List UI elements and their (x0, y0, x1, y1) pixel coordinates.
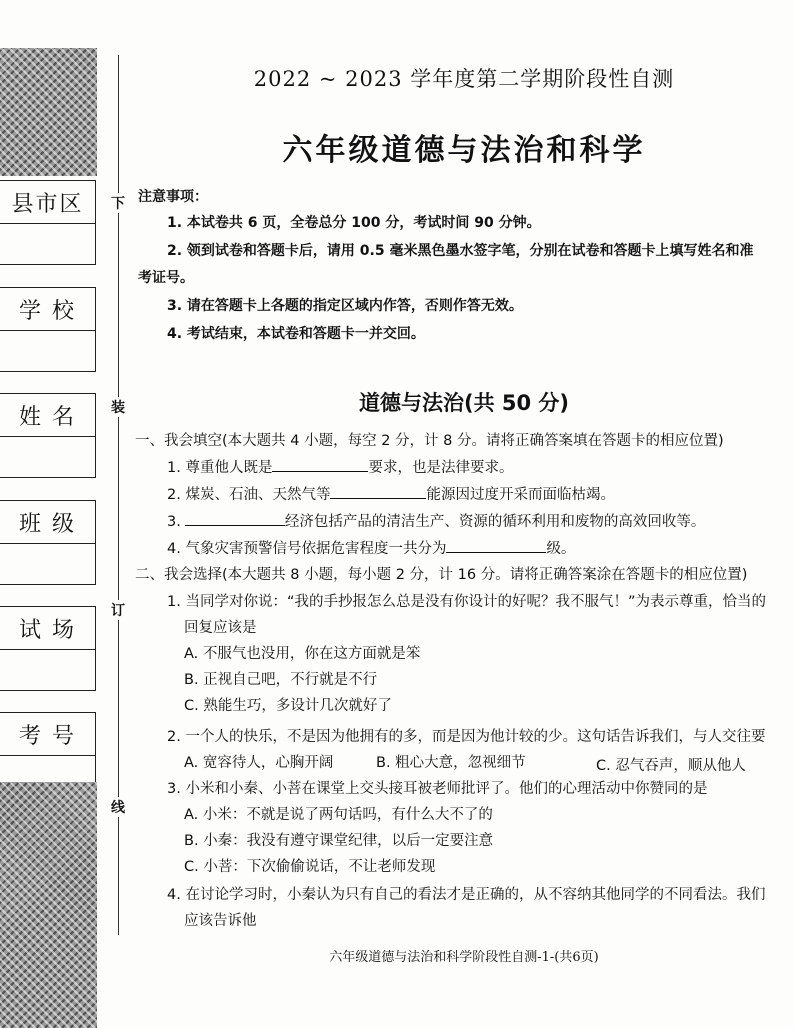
notice-item-4: 4. 考试结束，本试卷和答题卡一并交回。 (167, 326, 425, 342)
binding-pattern-bottom (0, 782, 97, 1028)
choice-q3-option-a[interactable]: A. 小米：不就是说了两句话吗，有什么大不了的 (184, 807, 493, 823)
fill-q4-text-a: 4. 气象灾害预警信号依据危害程度一共分为 (167, 541, 447, 557)
fill-q1-text-a: 1. 尊重他人既是 (167, 460, 273, 476)
choice-q1-line1: 1. 当同学对你说：“我的手抄报怎么总是没有你设计的好呢？我不服气！”为表示尊重，恰当的 (167, 594, 766, 610)
choice-q1-line2: 回复应该是 (184, 620, 257, 636)
exam-year-header: 2022 ~ 2023 学年度第二学期阶段性自测 (253, 67, 675, 91)
fill-question-2 (167, 484, 794, 506)
fill-q4-blank[interactable] (446, 538, 546, 553)
notice-item-2-cont: 考证号。 (138, 270, 194, 286)
notice-heading: 注意事项： (138, 189, 208, 205)
choice-q3-option-c[interactable]: C. 小菩：下次偷偷说话，不让老师发现 (184, 859, 436, 875)
fill-question-1 (167, 457, 794, 479)
exam-title: 六年级道德与法治和科学 (282, 133, 646, 168)
choice-q1-option-a[interactable]: A. 不服气也没用，你在这方面就是笨 (184, 646, 421, 662)
notice-item-3: 3. 请在答题卡上各题的指定区域内作答，否则作答无效。 (167, 298, 523, 314)
fill-q3-text-a: 3. (167, 514, 181, 530)
fill-question-4 (167, 538, 794, 560)
section-title: 道德与法治(共 50 分) (358, 391, 570, 415)
fill-q2-blank[interactable] (330, 484, 426, 499)
field-label-class: 班 级 (0, 501, 95, 544)
field-blank-school[interactable] (0, 331, 95, 371)
fill-q4-text-b: 级。 (546, 541, 576, 557)
choice-q3-option-b[interactable]: B. 小秦：我没有遵守课堂纪律，以后一定要注意 (184, 833, 494, 849)
choice-q2-option-a[interactable]: A. 宽容待人，心胸开阔 (184, 755, 334, 771)
field-box-name (0, 393, 96, 478)
part2-heading: 二、我会选择(本大题共 8 小题，每小题 2 分，计 16 分。请将正确答案涂在答题卡的相应位置) (135, 567, 748, 583)
choice-q1-option-b[interactable]: B. 正视自己吧，不行就是不行 (184, 672, 378, 688)
binding-char-ding: 订 (108, 600, 128, 620)
choice-q2-option-c[interactable]: C. 忍气吞声，顺从他人 (596, 758, 746, 774)
field-label-school: 学 校 (0, 288, 95, 331)
fill-q3-text-b: 经济包括产品的清洁生产、资源的循环利用和废物的高效回收等。 (284, 514, 706, 530)
field-box-school (0, 287, 96, 372)
binding-char-xia: 下 (108, 193, 128, 213)
choice-q2-line1: 2. 一个人的快乐，不是因为他拥有的多，而是因为他计较的少。这句话告诉我们，与人交往要 (167, 729, 766, 745)
field-box-class (0, 500, 96, 585)
binding-pattern-top (0, 48, 97, 176)
fill-q2-text-b: 能源因过度开采而面临枯竭。 (426, 487, 615, 503)
part1-heading: 一、我会填空(本大题共 4 小题，每空 2 分，计 8 分。请将正确答案填在答题卡的相应位置) (135, 433, 724, 449)
choice-q1-option-c[interactable]: C. 熟能生巧，多设计几次就好了 (184, 698, 392, 714)
fill-question-3 (167, 511, 794, 533)
field-box-county (0, 180, 96, 265)
fill-q1-text-b: 要求，也是法律要求。 (368, 460, 514, 476)
fill-q3-blank[interactable] (185, 511, 285, 526)
choice-q2-option-b[interactable]: B. 粗心大意，忽视细节 (376, 755, 526, 771)
notice-item-2: 2. 领到试卷和答题卡后，请用 0.5 毫米黑色墨水签字笔，分别在试卷和答题卡上填写姓名和准 (167, 243, 754, 259)
field-box-room (0, 606, 96, 691)
field-label-county: 县市区 (0, 181, 95, 224)
choice-q4-line2: 应该告诉他 (184, 913, 257, 929)
field-blank-room[interactable] (0, 650, 95, 690)
binding-char-xian: 线 (108, 797, 128, 817)
field-blank-county[interactable] (0, 224, 95, 264)
binding-char-zhuang: 装 (108, 397, 128, 417)
page-footer: 六年级道德与法治和科学阶段性自测-1-(共6页) (329, 950, 599, 965)
field-blank-name[interactable] (0, 437, 95, 477)
notice-item-1: 1. 本试卷共 6 页，全卷总分 100 分，考试时间 90 分钟。 (167, 215, 541, 231)
choice-q3-line1: 3. 小米和小秦、小菩在课堂上交头接耳被老师批评了。他们的心理活动中你赞同的是 (167, 781, 708, 797)
choice-q4-line1: 4. 在讨论学习时，小秦认为只有自己的看法才是正确的，从不容纳其他同学的不同看法。我们 (167, 887, 766, 903)
field-blank-class[interactable] (0, 544, 95, 584)
field-label-room: 试 场 (0, 607, 95, 650)
field-label-name: 姓 名 (0, 394, 95, 437)
field-label-examno: 考 号 (0, 713, 95, 756)
fill-q1-blank[interactable] (272, 457, 368, 472)
fill-q2-text-a: 2. 煤炭、石油、天然气等 (167, 487, 331, 503)
